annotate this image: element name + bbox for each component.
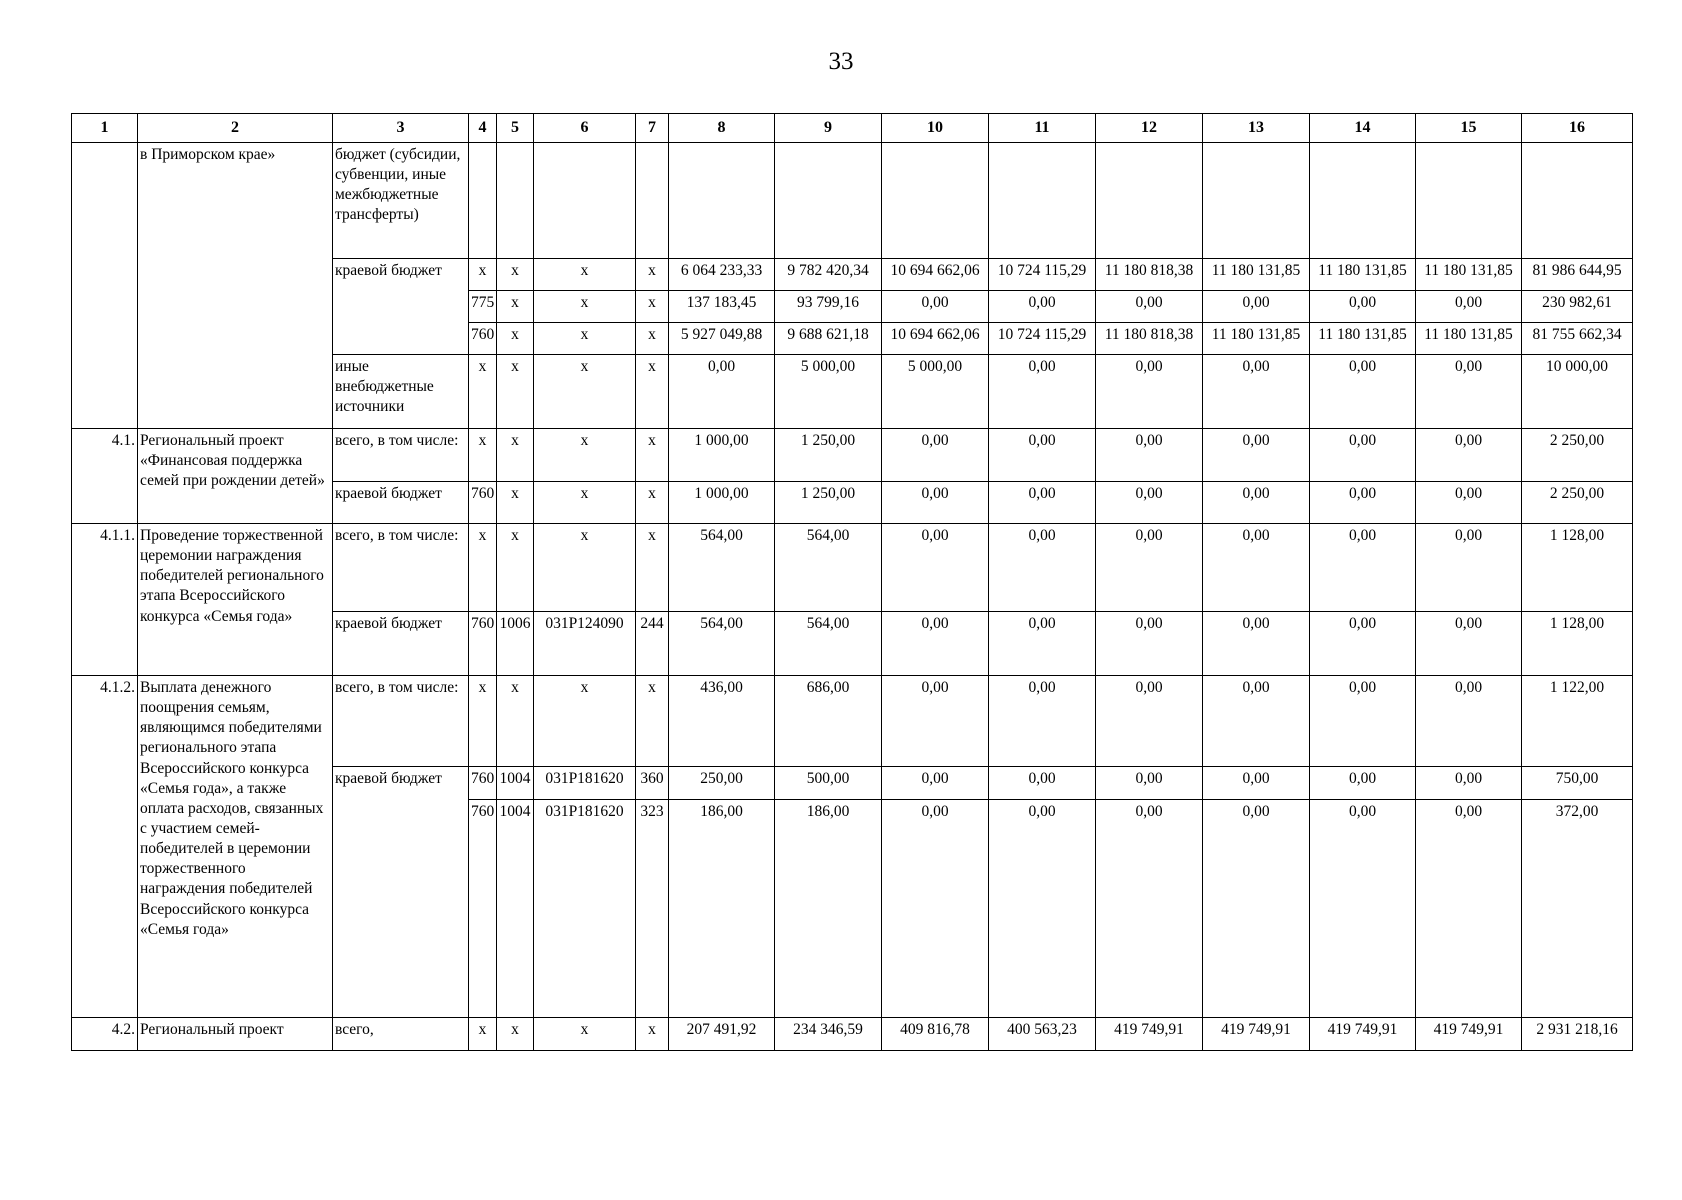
cell: 137 183,45 bbox=[669, 291, 775, 323]
cell: 0,00 bbox=[1310, 676, 1416, 767]
column-header: 10 bbox=[882, 114, 989, 143]
cell: x bbox=[636, 482, 669, 524]
item-number: 4.1. bbox=[72, 429, 138, 524]
cell: 0,00 bbox=[1096, 676, 1203, 767]
cell: 760 bbox=[469, 612, 497, 676]
cell: x bbox=[636, 429, 669, 482]
cell: x bbox=[636, 524, 669, 612]
cell: x bbox=[534, 429, 636, 482]
cell: x bbox=[534, 259, 636, 291]
cell: 564,00 bbox=[669, 612, 775, 676]
cell: 11 180 131,85 bbox=[1203, 259, 1310, 291]
header-row bbox=[72, 114, 1633, 143]
cell: 760 bbox=[469, 323, 497, 355]
cell: 0,00 bbox=[1310, 482, 1416, 524]
table-row bbox=[72, 1018, 1633, 1051]
cell: 0,00 bbox=[1416, 429, 1522, 482]
cell: 0,00 bbox=[1096, 767, 1203, 800]
table-row bbox=[72, 429, 1633, 482]
cell: 5 927 049,88 bbox=[669, 323, 775, 355]
cell: x bbox=[469, 429, 497, 482]
cell: 0,00 bbox=[1203, 429, 1310, 482]
item-name: Проведение торжественной церемонии награждения победителей регионального этапа Всероссийского конкурса «Семья года» bbox=[138, 524, 333, 676]
cell: 775 bbox=[469, 291, 497, 323]
cell: 0,00 bbox=[989, 612, 1096, 676]
cell: 207 491,92 bbox=[669, 1018, 775, 1051]
cell: 0,00 bbox=[1416, 482, 1522, 524]
cell: 2 250,00 bbox=[1522, 482, 1633, 524]
cell: x bbox=[534, 323, 636, 355]
item-number: 4.1.2. bbox=[72, 676, 138, 1018]
column-header: 9 bbox=[775, 114, 882, 143]
cell: 9 688 621,18 bbox=[775, 323, 882, 355]
cell: 0,00 bbox=[882, 767, 989, 800]
column-header: 11 bbox=[989, 114, 1096, 143]
cell: 1 000,00 bbox=[669, 429, 775, 482]
cell: 250,00 bbox=[669, 767, 775, 800]
cell: 0,00 bbox=[882, 800, 989, 1018]
cell: 0,00 bbox=[989, 429, 1096, 482]
cell: x bbox=[469, 259, 497, 291]
cell: 11 180 131,85 bbox=[1310, 323, 1416, 355]
cell: 0,00 bbox=[1203, 482, 1310, 524]
cell: 0,00 bbox=[1310, 800, 1416, 1018]
cell: 0,00 bbox=[1310, 524, 1416, 612]
cell: 409 816,78 bbox=[882, 1018, 989, 1051]
cell: 0,00 bbox=[1096, 355, 1203, 429]
item-name: Региональный проект «Финансовая поддержка семей при рождении детей» bbox=[138, 429, 333, 524]
cell: 2 931 218,16 bbox=[1522, 1018, 1633, 1051]
cell: 0,00 bbox=[1096, 291, 1203, 323]
cell: 564,00 bbox=[669, 524, 775, 612]
cell: 0,00 bbox=[1203, 524, 1310, 612]
cell: 0,00 bbox=[1203, 612, 1310, 676]
column-header: 13 bbox=[1203, 114, 1310, 143]
cell: 0,00 bbox=[1096, 482, 1203, 524]
cell: 0,00 bbox=[1310, 612, 1416, 676]
cell: 500,00 bbox=[775, 767, 882, 800]
cell: 230 982,61 bbox=[1522, 291, 1633, 323]
column-header: 2 bbox=[138, 114, 333, 143]
cell: x bbox=[497, 482, 534, 524]
cell: 1006 bbox=[497, 612, 534, 676]
cell: x bbox=[497, 429, 534, 482]
cell: 1 250,00 bbox=[775, 482, 882, 524]
cell: 0,00 bbox=[882, 429, 989, 482]
cell: 0,00 bbox=[989, 291, 1096, 323]
cell: x bbox=[636, 1018, 669, 1051]
cell: 234 346,59 bbox=[775, 1018, 882, 1051]
funding-source: краевой бюджет bbox=[333, 612, 469, 676]
cell: x bbox=[636, 676, 669, 767]
cell: 0,00 bbox=[1096, 524, 1203, 612]
funding-source: бюджет (субсидии, субвенции, иные межбюджетные трансферты) bbox=[333, 143, 469, 259]
cell: 10 694 662,06 bbox=[882, 259, 989, 291]
column-header: 5 bbox=[497, 114, 534, 143]
cell: 750,00 bbox=[1522, 767, 1633, 800]
item-name: в Приморском крае» bbox=[138, 143, 333, 429]
cell: 11 180 818,38 bbox=[1096, 259, 1203, 291]
item-number: 4.1.1. bbox=[72, 524, 138, 676]
cell: x bbox=[534, 1018, 636, 1051]
cell: 0,00 bbox=[1096, 612, 1203, 676]
cell: 0,00 bbox=[1310, 767, 1416, 800]
cell: x bbox=[534, 482, 636, 524]
cell: 0,00 bbox=[989, 676, 1096, 767]
cell: x bbox=[534, 524, 636, 612]
cell: 1004 bbox=[497, 800, 534, 1018]
cell: 11 180 131,85 bbox=[1310, 259, 1416, 291]
cell: x bbox=[636, 259, 669, 291]
cell: x bbox=[497, 355, 534, 429]
cell: 564,00 bbox=[775, 612, 882, 676]
cell: 10 694 662,06 bbox=[882, 323, 989, 355]
cell: 186,00 bbox=[669, 800, 775, 1018]
cell: x bbox=[636, 355, 669, 429]
cell: 81 755 662,34 bbox=[1522, 323, 1633, 355]
cell: 1 128,00 bbox=[1522, 524, 1633, 612]
cell: x bbox=[469, 355, 497, 429]
cell: 0,00 bbox=[1310, 355, 1416, 429]
cell: 5 000,00 bbox=[775, 355, 882, 429]
cell: 0,00 bbox=[1416, 524, 1522, 612]
cell: 0,00 bbox=[1203, 355, 1310, 429]
cell: 1 000,00 bbox=[669, 482, 775, 524]
column-header: 16 bbox=[1522, 114, 1633, 143]
cell: 0,00 bbox=[1416, 612, 1522, 676]
cell: 419 749,91 bbox=[1096, 1018, 1203, 1051]
cell: 760 bbox=[469, 800, 497, 1018]
cell: 0,00 bbox=[1416, 676, 1522, 767]
page-number: 33 bbox=[828, 48, 854, 75]
cell: 11 180 131,85 bbox=[1416, 259, 1522, 291]
column-header: 1 bbox=[72, 114, 138, 143]
cell: 186,00 bbox=[775, 800, 882, 1018]
cell: x bbox=[469, 676, 497, 767]
cell: 031P181620 bbox=[534, 800, 636, 1018]
cell: 0,00 bbox=[1416, 291, 1522, 323]
column-header: 7 bbox=[636, 114, 669, 143]
cell: 0,00 bbox=[882, 482, 989, 524]
cell: 0,00 bbox=[989, 524, 1096, 612]
funding-source: всего, в том числе: bbox=[333, 429, 469, 482]
cell: 1 128,00 bbox=[1522, 612, 1633, 676]
cell: 0,00 bbox=[1310, 291, 1416, 323]
column-header: 8 bbox=[669, 114, 775, 143]
funding-source: краевой бюджет bbox=[333, 767, 469, 1018]
cell: 93 799,16 bbox=[775, 291, 882, 323]
cell: 400 563,23 bbox=[989, 1018, 1096, 1051]
cell: 0,00 bbox=[989, 482, 1096, 524]
cell: 323 bbox=[636, 800, 669, 1018]
cell: 0,00 bbox=[882, 291, 989, 323]
cell: x bbox=[497, 1018, 534, 1051]
cell: 0,00 bbox=[1203, 767, 1310, 800]
cell: 6 064 233,33 bbox=[669, 259, 775, 291]
cell: 81 986 644,95 bbox=[1522, 259, 1633, 291]
funding-source: краевой бюджет bbox=[333, 482, 469, 524]
cell: 0,00 bbox=[1416, 355, 1522, 429]
cell: 0,00 bbox=[882, 612, 989, 676]
cell: 0,00 bbox=[989, 355, 1096, 429]
column-header: 6 bbox=[534, 114, 636, 143]
cell: 11 180 818,38 bbox=[1096, 323, 1203, 355]
item-number bbox=[72, 143, 138, 429]
funding-source: иные внебюджетные источники bbox=[333, 355, 469, 429]
cell: 0,00 bbox=[1416, 767, 1522, 800]
funding-source: всего, в том числе: bbox=[333, 676, 469, 767]
cell: x bbox=[469, 524, 497, 612]
column-header: 15 bbox=[1416, 114, 1522, 143]
cell: x bbox=[636, 323, 669, 355]
cell: 5 000,00 bbox=[882, 355, 989, 429]
cell: 419 749,91 bbox=[1203, 1018, 1310, 1051]
cell: x bbox=[636, 291, 669, 323]
cell: 0,00 bbox=[1096, 800, 1203, 1018]
cell: 0,00 bbox=[1203, 800, 1310, 1018]
funding-source: всего, в том числе: bbox=[333, 524, 469, 612]
cell: 10 724 115,29 bbox=[989, 323, 1096, 355]
cell: x bbox=[469, 1018, 497, 1051]
cell: 419 749,91 bbox=[1310, 1018, 1416, 1051]
item-name: Выплата денежного поощрения семьям, являющимся победителями регионального этапа Всероссийского конкурса «Семья года», а также оплата расходов, связанных с участием семей-победителей в церемонии торжественного награждения победителей Всероссийского конкурса «Семья года» bbox=[138, 676, 333, 1018]
cell: 031P124090 bbox=[534, 612, 636, 676]
cell: x bbox=[497, 676, 534, 767]
cell: 0,00 bbox=[1416, 800, 1522, 1018]
table-row bbox=[72, 524, 1633, 612]
cell: 1004 bbox=[497, 767, 534, 800]
cell: x bbox=[534, 291, 636, 323]
cell: 760 bbox=[469, 767, 497, 800]
cell: x bbox=[497, 259, 534, 291]
cell: x bbox=[497, 291, 534, 323]
table-row bbox=[72, 143, 1633, 259]
cell: 031P181620 bbox=[534, 767, 636, 800]
cell: 0,00 bbox=[1310, 429, 1416, 482]
cell: 0,00 bbox=[1203, 676, 1310, 767]
funding-source: краевой бюджет bbox=[333, 259, 469, 355]
cell: 1 250,00 bbox=[775, 429, 882, 482]
cell: 2 250,00 bbox=[1522, 429, 1633, 482]
cell: 0,00 bbox=[989, 800, 1096, 1018]
column-header: 14 bbox=[1310, 114, 1416, 143]
cell: 372,00 bbox=[1522, 800, 1633, 1018]
cell: 11 180 131,85 bbox=[1203, 323, 1310, 355]
column-header: 3 bbox=[333, 114, 469, 143]
funding-source: всего, bbox=[333, 1018, 469, 1051]
cell: 0,00 bbox=[882, 524, 989, 612]
item-number: 4.2. bbox=[72, 1018, 138, 1051]
cell: x bbox=[534, 355, 636, 429]
cell: x bbox=[497, 323, 534, 355]
cell: 360 bbox=[636, 767, 669, 800]
cell: 0,00 bbox=[1203, 291, 1310, 323]
cell: 686,00 bbox=[775, 676, 882, 767]
cell: x bbox=[497, 524, 534, 612]
cell: 244 bbox=[636, 612, 669, 676]
budget-table bbox=[71, 113, 1633, 1051]
cell: 436,00 bbox=[669, 676, 775, 767]
table-row bbox=[72, 676, 1633, 767]
column-header: 4 bbox=[469, 114, 497, 143]
cell: 0,00 bbox=[669, 355, 775, 429]
cell: 760 bbox=[469, 482, 497, 524]
cell: x bbox=[534, 676, 636, 767]
cell: 11 180 131,85 bbox=[1416, 323, 1522, 355]
cell: 0,00 bbox=[1096, 429, 1203, 482]
cell: 9 782 420,34 bbox=[775, 259, 882, 291]
cell: 0,00 bbox=[882, 676, 989, 767]
item-name: Региональный проект bbox=[138, 1018, 333, 1051]
cell: 0,00 bbox=[989, 767, 1096, 800]
cell: 564,00 bbox=[775, 524, 882, 612]
cell: 419 749,91 bbox=[1416, 1018, 1522, 1051]
cell: 1 122,00 bbox=[1522, 676, 1633, 767]
cell: 10 724 115,29 bbox=[989, 259, 1096, 291]
column-header: 12 bbox=[1096, 114, 1203, 143]
cell: 10 000,00 bbox=[1522, 355, 1633, 429]
